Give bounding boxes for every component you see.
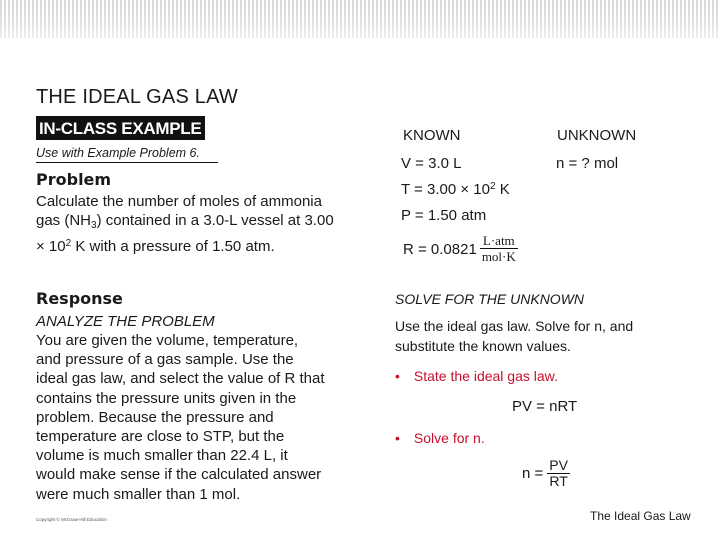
known-temperature: $T = 3.00 \times 10^2$ K [401, 181, 510, 198]
bullet-icon: • [395, 368, 400, 384]
gas-constant-units-numerator: L·atm [482, 233, 515, 248]
known-volume: V = 3.0 L [401, 155, 462, 172]
bullet-text: State the ideal gas law. [413, 368, 558, 384]
use-with-underline [36, 162, 218, 163]
response-heading: Response [36, 289, 123, 308]
bullet-state-law [395, 368, 558, 384]
known-heading: KNOWN [403, 127, 461, 144]
use-with-note: Use with Example Problem 6. [36, 146, 200, 160]
ideal-gas-equation: PV = nRT [512, 398, 578, 415]
equation-denominator: RT [549, 473, 568, 489]
analyze-heading: ANALYZE THE PROBLEM [36, 313, 215, 330]
equation-lhs: n = [522, 465, 544, 482]
stripes-fade [0, 0, 720, 38]
unknown-heading: UNKNOWN [557, 127, 637, 144]
slide-title: THE IDEAL GAS LAW [36, 86, 238, 108]
unknown-moles: n = ? mol [556, 155, 619, 172]
solved-equation [522, 458, 570, 489]
solve-heading: SOLVE FOR THE UNKNOWN [395, 291, 585, 307]
bullet-text: Solve for n. [413, 430, 485, 446]
footer-title: The Ideal Gas Law [590, 509, 691, 523]
equation-numerator: PV [549, 457, 568, 473]
in-class-example-banner: IN-CLASS EXAMPLE [36, 116, 205, 140]
known-pressure: P = 1.50 atm [401, 207, 487, 224]
bullet-solve-n [395, 430, 485, 446]
gas-constant-units-denominator: mol·K [481, 249, 516, 264]
problem-heading: Problem [36, 170, 112, 189]
copyright-notice: Copyright © McGraw-Hill Education [36, 517, 107, 522]
gas-constant [403, 234, 518, 264]
problem-text: Calculate the number of moles of ammonia gas $(NH_3)$ contained in a 3.0-L vessel at $3.00 \times 10^2$ K with a pressure of 1.50 atm. [36, 193, 334, 255]
solve-intro: Use the ideal gas law. Solve for n, and substitute the known values. [395, 318, 634, 354]
response-text: You are given the volume, temperature, and pressure of a gas sample. Use the ideal gas law, and select the value of R that contains the pressure units given in the problem. Because the pressure and temperature are close to STP, but the volume is much smaller than 22.4 L, it would make sense if the calculated answer were much smaller than 1 mol. [36, 332, 325, 503]
bullet-icon: • [395, 430, 400, 446]
gas-constant-units [480, 234, 518, 264]
gas-constant-value: R = 0.0821 [403, 240, 477, 258]
equation-fraction [547, 458, 570, 489]
